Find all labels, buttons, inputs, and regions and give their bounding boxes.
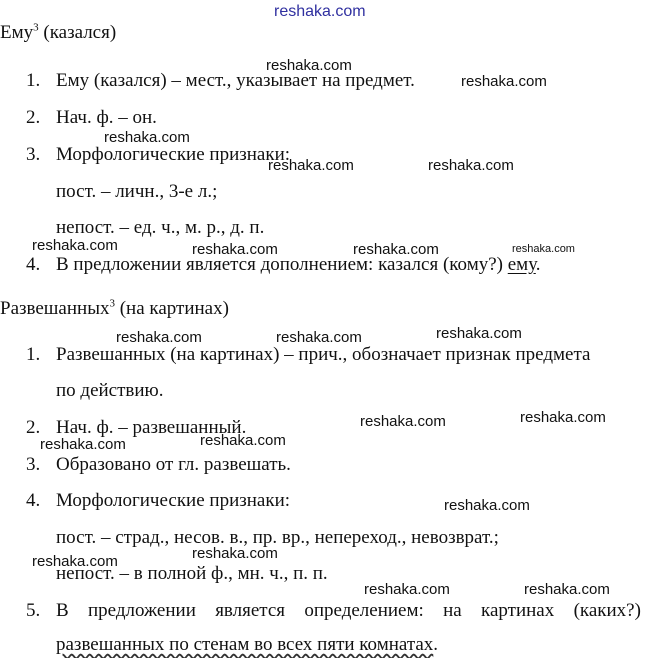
- item-text: Морфологические признаки:: [56, 490, 291, 511]
- item-text-part: В предложении является дополнением: казался (кому?): [56, 254, 508, 275]
- watermark: reshaka.com: [32, 553, 118, 570]
- watermark: reshaka.com: [364, 581, 450, 598]
- watermark: reshaka.com: [520, 409, 606, 426]
- watermark: reshaka.com: [116, 329, 202, 346]
- watermark: reshaka.com: [266, 57, 352, 74]
- word: предложении: [88, 600, 196, 621]
- item-text: Развешанных (на картинах) – прич., обозначает признак предмета: [56, 344, 591, 365]
- underlined-word: ему: [507, 254, 536, 275]
- item-text: непост. – ед. ч., м. р., д. п.: [56, 217, 265, 238]
- item-text-justified: [56, 600, 641, 622]
- item-number: 5.: [26, 600, 41, 621]
- wavy-underlined-text: развешанных по стенам во всех пяти комнатах: [56, 634, 434, 655]
- item-text: Нач. ф. – развешанный.: [56, 417, 247, 438]
- heading-rest: (на картинах): [114, 298, 229, 319]
- watermark: reshaka.com: [104, 129, 190, 146]
- heading-word: Развешанных: [0, 298, 110, 319]
- heading-razveshannyh: [0, 298, 229, 320]
- word: является: [215, 600, 286, 621]
- item-text: по действию.: [56, 380, 164, 401]
- watermark: reshaka.com: [461, 73, 547, 90]
- watermark: reshaka.com: [192, 241, 278, 258]
- item-text-part: .: [535, 254, 541, 275]
- item-number: 1.: [26, 344, 41, 365]
- item-text: пост. – личн., 3-е л.;: [56, 181, 218, 202]
- item-number: 4.: [26, 490, 41, 511]
- item-text: Ему (казался) – мест., указывает на предмет.: [56, 70, 415, 91]
- item-text: пост. – страд., несов. в., пр. вр., непереход., невозврат.;: [56, 527, 499, 548]
- word: В: [56, 600, 69, 621]
- heading-sup: 3: [33, 21, 39, 34]
- item-number: 3.: [26, 144, 41, 165]
- item-number: 4.: [26, 254, 41, 275]
- watermark: reshaka.com: [268, 157, 354, 174]
- item-text: Морфологические признаки:: [56, 144, 291, 165]
- watermark: reshaka.com: [276, 329, 362, 346]
- item-text: Нач. ф. – он.: [56, 107, 157, 128]
- watermark: reshaka.com: [360, 413, 446, 430]
- word: картинах: [481, 600, 555, 621]
- heading-rest: (казался): [38, 22, 117, 43]
- item-number: 2.: [26, 107, 41, 128]
- watermark: reshaka.com: [524, 581, 610, 598]
- watermark: reshaka.com: [436, 325, 522, 342]
- item-text: Образовано от гл. развешать.: [56, 454, 291, 475]
- watermark-top: reshaka.com: [274, 3, 366, 20]
- word: на: [443, 600, 462, 621]
- heading-sup: 3: [109, 297, 115, 310]
- watermark: reshaka.com: [512, 243, 575, 255]
- item-text: непост. – в полной ф., мн. ч., п. п.: [56, 563, 328, 584]
- heading-word: Ему: [0, 22, 34, 43]
- item-text: [56, 254, 541, 276]
- watermark: reshaka.com: [192, 545, 278, 562]
- item-text: [56, 634, 438, 656]
- watermark: reshaka.com: [40, 436, 126, 453]
- item-text-part: .: [433, 634, 439, 655]
- item-number: 2.: [26, 417, 41, 438]
- item-number: 3.: [26, 454, 41, 475]
- watermark: reshaka.com: [353, 241, 439, 258]
- watermark: reshaka.com: [428, 157, 514, 174]
- watermark: reshaka.com: [200, 432, 286, 449]
- watermark: reshaka.com: [444, 497, 530, 514]
- heading-emu: [0, 22, 116, 44]
- word: определением:: [304, 600, 424, 621]
- item-number: 1.: [26, 70, 41, 91]
- word: (каких?): [573, 600, 641, 621]
- watermark: reshaka.com: [32, 237, 118, 254]
